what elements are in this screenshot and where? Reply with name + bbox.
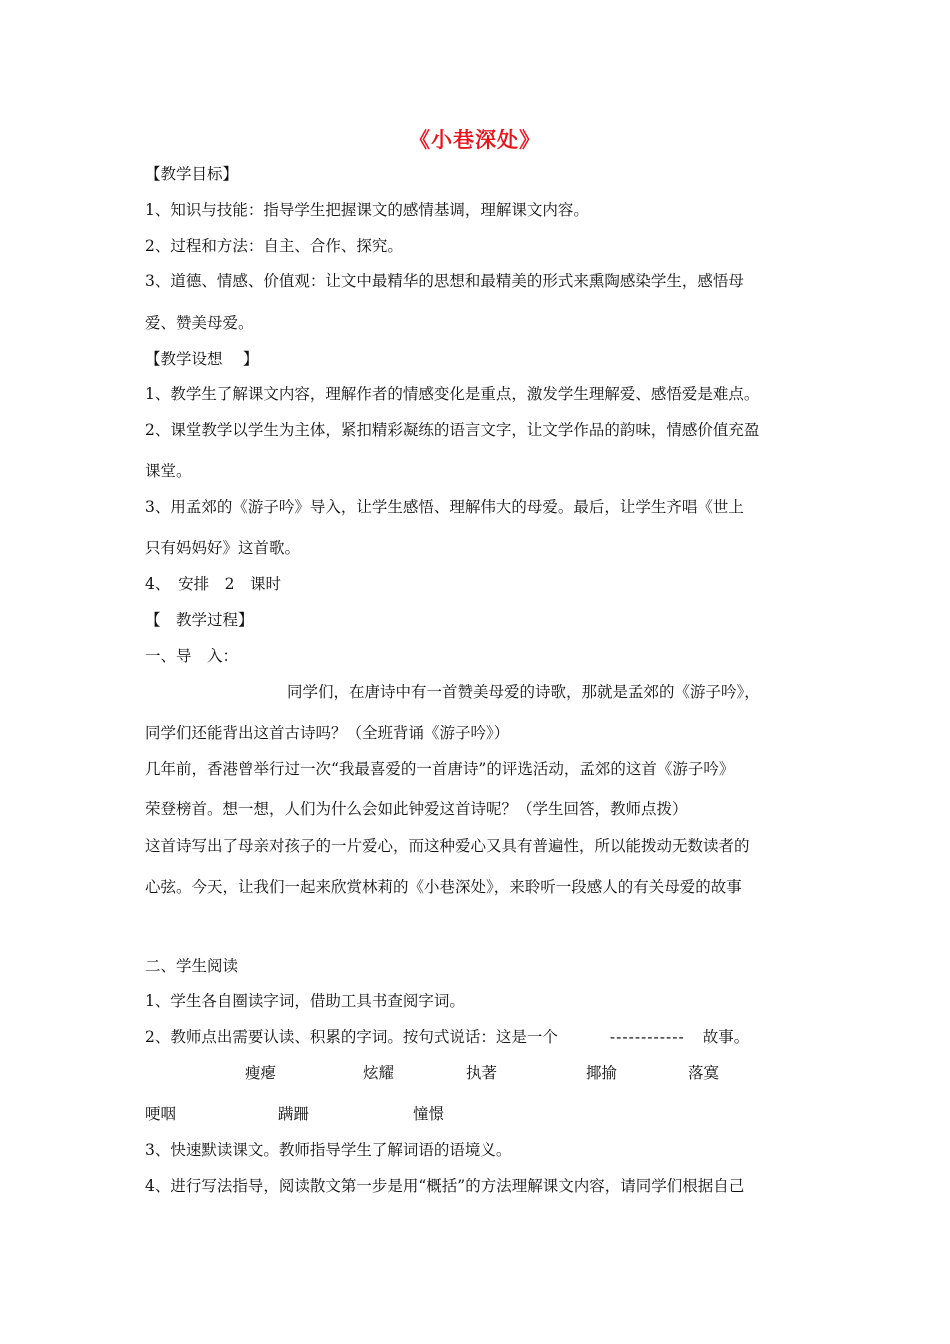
reading-item: 1、学生各自圈读字词，借助工具书查阅字词。	[145, 992, 465, 1010]
vocab-word: 瘦瘪	[245, 1064, 277, 1082]
intro-paragraph-line: 同学们还能背出这首古诗吗？（全班背诵《游子吟》）	[145, 724, 510, 742]
objective-item: 爱、赞美母爱。	[145, 314, 254, 332]
intro-paragraph-line: 荣登榜首。想一想，人们为什么会如此钟爱这首诗呢？（学生回答，教师点拨）	[145, 800, 688, 818]
vocab-word: 执著	[466, 1064, 498, 1082]
vocab-word: 蹒跚	[278, 1105, 310, 1123]
document-title: 《小巷深处》	[409, 127, 541, 152]
sentence-prefix: 2、教师点出需要认读、积累的字词。按句式说话：这是一个	[145, 1028, 558, 1046]
intro-paragraph-line: 几年前，香港曾举行过一次“我最喜爱的一首唐诗”的评选活动，孟郊的这首《游子吟》	[145, 760, 735, 778]
reading-item-sentence-pattern	[145, 1027, 749, 1047]
design-item: 1、教学生了解课文内容，理解作者的情感变化是重点，激发学生理解爱、感悟爱是难点。	[145, 385, 760, 403]
reading-item: 4、进行写法指导，阅读散文第一步是用“概括”的方法理解课文内容，请同学们根据自己	[145, 1177, 745, 1195]
design-item: 只有妈妈好》这首歌。	[145, 539, 301, 557]
sentence-suffix: 故事。	[702, 1028, 750, 1046]
intro-paragraph-line: 同学们，在唐诗中有一首赞美母爱的诗歌，那就是孟郊的《游子吟》，	[287, 683, 760, 701]
objective-item: 3、道德、情感、价值观：让文中最精华的思想和最精美的形式来熏陶感染学生，感悟母	[145, 272, 744, 290]
reading-heading: 二、学生阅读	[145, 957, 239, 975]
vocab-word: 揶揄	[586, 1064, 618, 1082]
design-item: 3、用孟郊的《游子吟》导入，让学生感悟、理解伟大的母爱。最后，让学生齐唱《世上	[145, 498, 744, 516]
vocab-word: 哽咽	[145, 1105, 177, 1123]
design-item: 2、课堂教学以学生为主体，紧扣精彩凝练的语言文字，让文学作品的韵味，情感价值充盈	[145, 421, 760, 439]
design-heading: 【教学设想 】	[145, 350, 259, 368]
objective-item: 2、过程和方法：自主、合作、探究。	[145, 237, 403, 255]
design-item: 课堂。	[145, 462, 192, 480]
intro-paragraph-line: 心弦。今天，让我们一起来欣赏林莉的《小巷深处》，来聆听一段感人的有关母爱的故事	[145, 878, 742, 896]
design-item: 4、 安排 2 课时	[145, 575, 281, 593]
intro-heading: 一、导 入：	[145, 647, 239, 665]
vocab-word: 炫耀	[363, 1064, 395, 1082]
process-heading: 【 教学过程】	[145, 611, 254, 629]
objectives-heading: 【教学目标】	[145, 165, 239, 183]
blank-line: ------------	[609, 1028, 685, 1046]
intro-paragraph-line: 这首诗写出了母亲对孩子的一片爱心，而这种爱心又具有普遍性，所以能拨动无数读者的	[145, 837, 750, 855]
vocab-word: 憧憬	[413, 1105, 445, 1123]
reading-item: 3、快速默读课文。教师指导学生了解词语的语境义。	[145, 1141, 512, 1159]
vocab-word: 落寞	[688, 1064, 720, 1082]
objective-item: 1、知识与技能：指导学生把握课文的感情基调，理解课文内容。	[145, 201, 589, 219]
